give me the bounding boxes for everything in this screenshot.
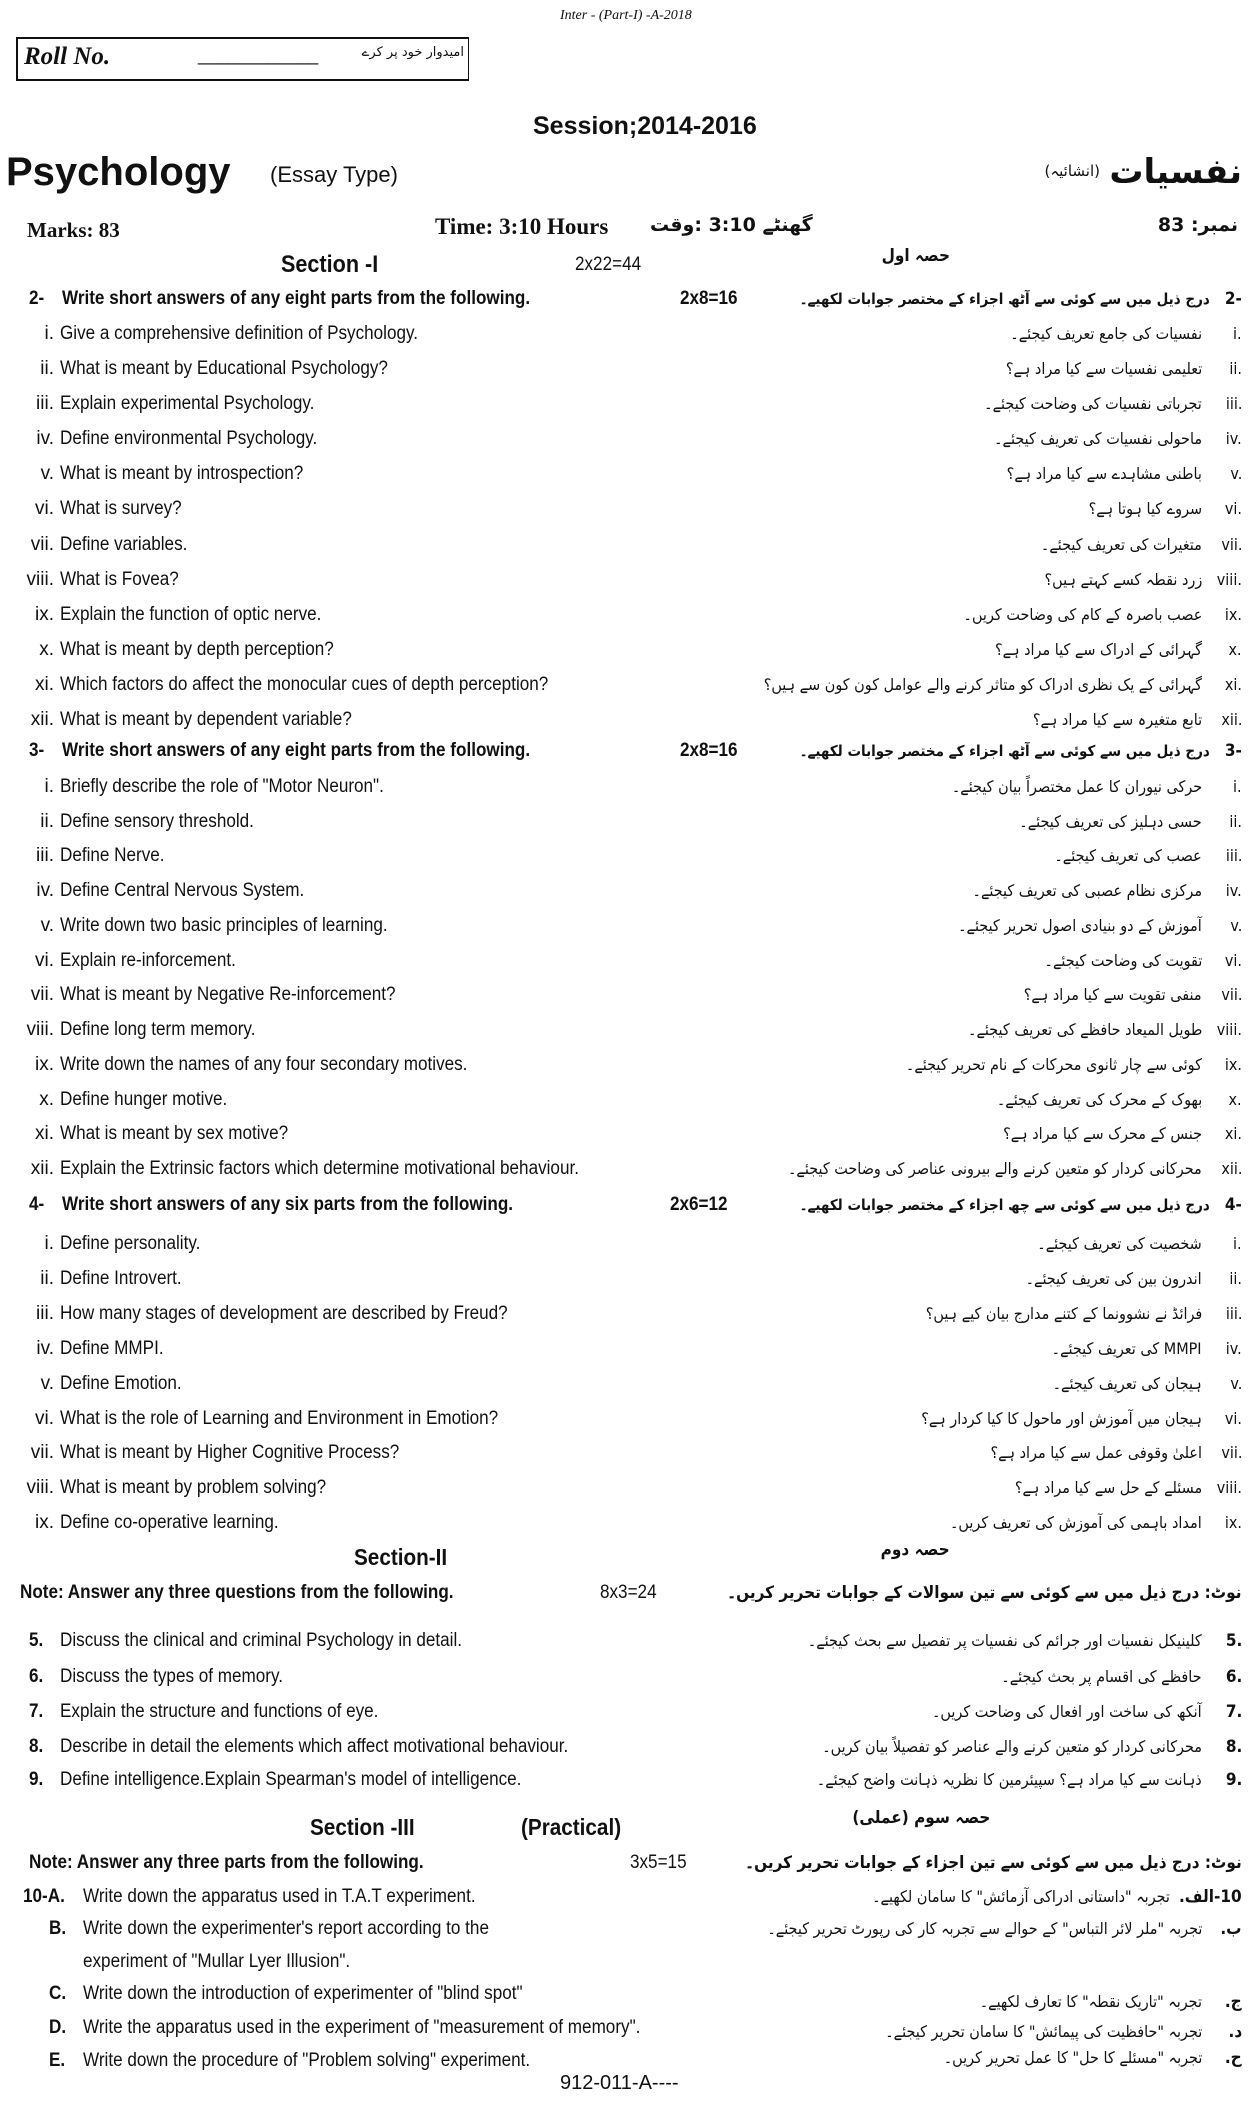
part-number: iv. — [36, 1338, 54, 1359]
part-number-urdu: vi. — [1224, 499, 1242, 518]
part-number-urdu: ب. — [1220, 1919, 1242, 1939]
part-text: Define Nerve. — [60, 845, 165, 866]
part-number-urdu: iv. — [1226, 1339, 1242, 1358]
question-number-urdu: 5. — [1225, 1631, 1242, 1651]
part-text: Define variables. — [60, 534, 188, 555]
part-number-urdu: v. — [1230, 464, 1242, 483]
part-text-urdu: اندرون بین کی تعریف کیجئے۔ — [1025, 1269, 1202, 1288]
part-text-urdu: تجربہ "داستانی ادراکی آزمائش" کا سامان لکھیے۔ — [872, 1887, 1170, 1906]
part-text-urdu: تجربہ "تاریک نقطہ" کا تعارف لکھیے۔ — [979, 1992, 1202, 2011]
section-3-note-urdu: نوٹ: درج ذیل میں سے کوئی سے تین اجزاء کے جوابات تحریر کریں۔ — [745, 1853, 1242, 1873]
part-number: iv. — [36, 428, 54, 449]
part-number-urdu: viii. — [1216, 570, 1242, 589]
part-number-urdu: ix. — [1224, 1055, 1242, 1074]
marks-urdu: نمبر: 83 — [1157, 214, 1238, 236]
part-number-urdu: xii. — [1220, 1159, 1242, 1178]
part-text: What is the role of Learning and Environment in Emotion? — [60, 1408, 499, 1429]
part-number: vii. — [30, 984, 54, 1005]
session: Session;2014-2016 — [533, 112, 757, 140]
question-text: Explain the structure and functions of eye. — [60, 1701, 379, 1722]
part-number: vii. — [30, 534, 54, 555]
part-text: Define Emotion. — [60, 1373, 182, 1394]
part-text: What is meant by introspection? — [60, 463, 304, 484]
question-number-urdu: 6. — [1225, 1667, 1242, 1687]
part-number: ix. — [35, 604, 54, 625]
question-number-urdu: -2 — [1224, 289, 1242, 309]
part-number: vii. — [30, 1442, 54, 1463]
part-text: Define co-operative learning. — [60, 1512, 279, 1533]
roll-number-box — [16, 37, 469, 81]
question-number: 9. — [29, 1769, 44, 1790]
question-instruction: Write short answers of any eight parts from the following. — [62, 740, 531, 761]
part-text: Write down the names of any four secondary motives. — [60, 1054, 468, 1075]
part-number: v. — [40, 1373, 54, 1394]
part-text: What is Fovea? — [60, 569, 179, 590]
part-text-urdu: تجربہ "ملر لائر التباس" کے حوالے سے تجربہ کار کی رپورٹ تحریر کیجئے۔ — [766, 1919, 1202, 1938]
part-number: x. — [39, 1089, 54, 1110]
part-text-urdu: ماحولی نفسیات کی تعریف کیجئے۔ — [994, 429, 1202, 448]
part-text-continued: experiment of "Mullar Lyer Illusion". — [83, 1951, 351, 1972]
question-number-urdu: 8. — [1225, 1737, 1242, 1757]
part-text-urdu: MMPI کی تعریف کیجئے۔ — [1052, 1339, 1202, 1358]
question-text: Discuss the clinical and criminal Psychology in detail. — [60, 1630, 463, 1651]
part-number: ii. — [40, 1268, 54, 1289]
part-number-urdu: x. — [1228, 640, 1242, 659]
part-text: Define hunger motive. — [60, 1089, 228, 1110]
part-number: xi. — [35, 1123, 54, 1144]
question-marks: 2x8=16 — [680, 740, 738, 761]
part-number: xi. — [35, 674, 54, 695]
part-text-urdu: اعلیٰ وقوفی عمل سے کیا مراد ہے؟ — [990, 1443, 1202, 1462]
part-text: Define long term memory. — [60, 1019, 256, 1040]
question-number: 5. — [29, 1630, 44, 1651]
question-instruction-urdu: درج ذیل میں سے کوئی سے آٹھ اجزاء کے مختصر جوابات لکھیے۔ — [799, 290, 1210, 308]
part-number-urdu: ح. — [1225, 2048, 1242, 2068]
section-1-heading: Section -I — [281, 251, 379, 278]
part-text-urdu: ہیجان کی تعریف کیجئے۔ — [1052, 1374, 1202, 1393]
question-marks: 2x8=16 — [680, 288, 738, 309]
part-text-urdu: تجرباتی نفسیات کی وضاحت کیجئے۔ — [984, 394, 1202, 413]
part-text: How many stages of development are described by Freud? — [60, 1303, 508, 1324]
part-text: Define sensory threshold. — [60, 811, 254, 832]
part-number-urdu: ii. — [1229, 1269, 1242, 1288]
part-text-urdu: گہرائی کے ادراک سے کیا مراد ہے؟ — [995, 640, 1202, 659]
question-text-urdu: حافظے کی اقسام پر بحث کیجئے۔ — [1001, 1667, 1202, 1686]
question-text: Define intelligence.Explain Spearman's model of intelligence. — [60, 1769, 522, 1790]
part-text-urdu: شخصیت کی تعریف کیجئے۔ — [1037, 1234, 1202, 1253]
part-text: What is meant by Educational Psychology? — [60, 358, 388, 379]
part-text: Give a comprehensive definition of Psychology. — [60, 323, 419, 344]
part-number: xii. — [30, 1158, 54, 1179]
question-instruction: Write short answers of any eight parts from the following. — [62, 288, 531, 309]
question-text-urdu: محرکانی کردار کو متعین کرنے والے عناصر کو تفصیلاً بیان کریں۔ — [822, 1737, 1202, 1756]
part-text-urdu: سروے کیا ہوتا ہے؟ — [1088, 499, 1202, 518]
section-3-heading-urdu: حصہ سوم (عملی) — [852, 1808, 990, 1828]
question-number-urdu: 9. — [1225, 1770, 1242, 1790]
part-number: D. — [49, 2017, 67, 2038]
part-text-urdu: تقویت کی وضاحت کیجئے۔ — [1044, 951, 1202, 970]
part-number-urdu: vii. — [1220, 535, 1242, 554]
section-3-marks: 3x5=15 — [630, 1852, 687, 1873]
part-number-urdu: vii. — [1220, 985, 1242, 1004]
section-2-note: Note: Answer any three questions from the following. — [20, 1582, 454, 1603]
footer-code: 912-011-A---- — [560, 2072, 679, 2094]
part-text: What is meant by depth perception? — [60, 639, 334, 660]
paper-code: Inter - (Part-I) -A-2018 — [560, 8, 692, 23]
part-number: vi. — [35, 950, 54, 971]
part-text: Write down the experimenter's report according to the — [83, 1918, 489, 1939]
subject-type: (Essay Type) — [270, 162, 398, 187]
part-text-urdu: بھوک کے محرک کی تعریف کیجئے۔ — [996, 1090, 1202, 1109]
part-number: i. — [44, 323, 54, 344]
question-number: 4- — [29, 1194, 45, 1215]
section-3-practical: (Practical) — [521, 1814, 622, 1840]
part-number: E. — [49, 2050, 66, 2071]
question-instruction: Write short answers of any six parts from the following. — [62, 1194, 514, 1215]
part-text-urdu: مرکزی نظام عصبی کی تعریف کیجئے۔ — [972, 881, 1202, 900]
question-instruction-urdu: درج ذیل میں سے کوئی سے چھ اجزاء کے مختصر جوابات لکھیے۔ — [799, 1196, 1210, 1214]
part-number-urdu: د. — [1228, 2022, 1242, 2042]
part-text-urdu: امداد باہمی کی آموزش کی تعریف کریں۔ — [950, 1513, 1202, 1532]
part-number: ii. — [40, 811, 54, 832]
part-number: xii. — [30, 709, 54, 730]
part-number-urdu: x. — [1228, 1090, 1242, 1109]
part-text: Write down the apparatus used in T.A.T experiment. — [83, 1886, 476, 1907]
part-number-urdu: ii. — [1229, 812, 1242, 831]
section-3-note: Note: Answer any three parts from the following. — [29, 1852, 424, 1873]
part-text-urdu: حسی دہلیز کی تعریف کیجئے۔ — [1019, 812, 1202, 831]
time-urdu: گھنٹے 3:10 :وقت — [650, 214, 813, 236]
part-text-urdu: تعلیمی نفسیات سے کیا مراد ہے؟ — [1005, 359, 1202, 378]
part-number-urdu: iii. — [1225, 1304, 1242, 1323]
part-text: Write the apparatus used in the experiment of "measurement of memory". — [83, 2017, 641, 2038]
part-text: Briefly describe the role of "Motor Neuron". — [60, 776, 384, 797]
part-number-urdu: ج. — [1225, 1992, 1242, 2012]
part-number: iii. — [36, 393, 54, 414]
part-text-urdu: زرد نقطہ کسے کہتے ہیں؟ — [1044, 570, 1202, 589]
part-number-urdu: i. — [1233, 777, 1242, 796]
part-number: ii. — [40, 358, 54, 379]
part-number: C. — [49, 1983, 67, 2004]
part-number: v. — [40, 463, 54, 484]
section-1-marks: 2x22=44 — [575, 254, 642, 275]
part-text: Define environmental Psychology. — [60, 428, 318, 449]
part-text-urdu: محرکانی کردار کو متعین کرنے والے بیرونی عناصر کی وضاحت کیجئے۔ — [788, 1159, 1202, 1178]
part-text: What is meant by problem solving? — [60, 1477, 327, 1498]
part-number: iii. — [36, 845, 54, 866]
section-2-marks: 8x3=24 — [600, 1582, 657, 1603]
question-instruction-urdu: درج ذیل میں سے کوئی سے آٹھ اجزاء کے مختصر جوابات لکھیے۔ — [799, 742, 1210, 760]
part-text: Write down two basic principles of learning. — [60, 915, 388, 936]
question-number: 7. — [29, 1701, 44, 1722]
part-number: ix. — [35, 1054, 54, 1075]
part-text: Define personality. — [60, 1233, 201, 1254]
part-number: i. — [44, 1233, 54, 1254]
part-text: What is meant by Higher Cognitive Process? — [60, 1442, 400, 1463]
part-number-urdu: v. — [1230, 1374, 1242, 1393]
part-text-urdu: فرائڈ نے نشوونما کے کتنے مدارج بیان کیے ہیں؟ — [925, 1304, 1202, 1323]
question-number-urdu: -4 — [1224, 1195, 1242, 1215]
part-number-urdu: ix. — [1224, 605, 1242, 624]
part-text: Define Introvert. — [60, 1268, 182, 1289]
part-text-urdu: عصب کی تعریف کیجئے۔ — [1054, 846, 1202, 865]
section-2-note-urdu: نوٹ: درج ذیل میں سے کوئی سے تین سوالات کے جوابات تحریر کریں۔ — [727, 1583, 1242, 1603]
part-text: Which factors do affect the monocular cues of depth perception? — [60, 674, 549, 695]
part-number-urdu: vii. — [1220, 1443, 1242, 1462]
part-number-urdu: ix. — [1224, 1513, 1242, 1532]
part-number-urdu: 10-الف. — [1179, 1887, 1242, 1907]
part-text-urdu: تجربہ "مسئلے کا حل" کا عمل تحریر کریں۔ — [943, 2048, 1202, 2067]
part-number: viii. — [26, 569, 54, 590]
part-text: Explain experimental Psychology. — [60, 393, 315, 414]
part-number-urdu: viii. — [1216, 1020, 1242, 1039]
part-text: Explain re-inforcement. — [60, 950, 236, 971]
part-number: viii. — [26, 1019, 54, 1040]
part-text: Define MMPI. — [60, 1338, 164, 1359]
subject-title: Psychology — [6, 150, 231, 194]
part-number: 10-A. — [23, 1886, 65, 1907]
part-text-urdu: منفی تقویت سے کیا مراد ہے؟ — [1024, 985, 1202, 1004]
part-text-urdu: تابع متغیرہ سے کیا مراد ہے؟ — [1032, 710, 1202, 729]
part-number-urdu: vi. — [1224, 1409, 1242, 1428]
part-text: What is survey? — [60, 498, 182, 519]
part-number-urdu: iii. — [1225, 846, 1242, 865]
part-number-urdu: v. — [1230, 916, 1242, 935]
part-text: What is meant by dependent variable? — [60, 709, 352, 730]
part-text-urdu: ہیجان میں آموزش اور ماحول کا کیا کردار ہے؟ — [921, 1409, 1202, 1428]
part-number-urdu: vi. — [1224, 951, 1242, 970]
part-text: What is meant by sex motive? — [60, 1123, 289, 1144]
part-number: x. — [39, 639, 54, 660]
part-number-urdu: i. — [1233, 324, 1242, 343]
part-text: What is meant by Negative Re-inforcement? — [60, 984, 396, 1005]
subject-type-urdu: (انشائیہ) — [1044, 162, 1100, 180]
part-text: Explain the Extrinsic factors which determine motivational behaviour. — [60, 1158, 579, 1179]
part-text-urdu: گہرائی کے یک نظری ادراک کو متاثر کرنے والے عوامل کون کون سے ہیں؟ — [763, 675, 1202, 694]
part-number: v. — [40, 915, 54, 936]
part-number: vi. — [35, 1408, 54, 1429]
section-2-heading: Section-II — [354, 1544, 448, 1570]
part-number-urdu: iv. — [1226, 881, 1242, 900]
section-2-heading-urdu: حصہ دوم — [881, 1540, 950, 1560]
question-number-urdu: -3 — [1224, 741, 1242, 761]
question-text: Discuss the types of memory. — [60, 1666, 284, 1687]
question-marks: 2x6=12 — [670, 1194, 728, 1215]
part-text: Explain the function of optic nerve. — [60, 604, 322, 625]
section-3-heading: Section -III — [310, 1814, 415, 1840]
part-text-urdu: کوئی سے چار ثانوی محرکات کے نام تحریر کیجئے۔ — [905, 1055, 1202, 1074]
part-text: Write down the procedure of "Problem solving" experiment. — [83, 2050, 531, 2071]
question-number: 3- — [29, 740, 45, 761]
part-text-urdu: آموزش کے دو بنیادی اصول تحریر کیجئے۔ — [958, 916, 1202, 935]
marks: Marks: 83 — [27, 218, 120, 242]
part-number: i. — [44, 776, 54, 797]
part-number-urdu: xi. — [1224, 675, 1242, 694]
part-number-urdu: ii. — [1229, 359, 1242, 378]
part-number: ix. — [35, 1512, 54, 1533]
question-number-urdu: 7. — [1225, 1702, 1242, 1722]
part-text-urdu: مسئلے کے حل سے کیا مراد ہے؟ — [1014, 1478, 1202, 1497]
part-text-urdu: تجربہ "حافظیت کی پیمائش" کا سامان تحریر کیجئے۔ — [884, 2022, 1202, 2041]
part-number: viii. — [26, 1477, 54, 1498]
part-number-urdu: xi. — [1224, 1124, 1242, 1143]
roll-label: Roll No. — [24, 43, 111, 70]
question-text-urdu: آنکھ کی ساخت اور افعال کی وضاحت کریں۔ — [932, 1702, 1202, 1721]
part-number: iii. — [36, 1303, 54, 1324]
part-text-urdu: جنس کے محرک سے کیا مراد ہے؟ — [1003, 1124, 1202, 1143]
part-number: B. — [49, 1918, 67, 1939]
roll-blank[interactable]: ____________ — [198, 45, 319, 65]
question-text-urdu: ذہانت سے کیا مراد ہے؟ سپیئرمین کا نظریہ ذہانت واضح کیجئے۔ — [817, 1770, 1202, 1789]
part-number: vi. — [35, 498, 54, 519]
roll-urdu-note: امیدوار خود پر کرے — [361, 45, 464, 60]
part-number-urdu: i. — [1233, 1234, 1242, 1253]
part-text-urdu: باطنی مشاہدے سے کیا مراد ہے؟ — [1006, 464, 1202, 483]
part-text-urdu: نفسیات کی جامع تعریف کیجئے۔ — [1010, 324, 1202, 343]
time: Time: 3:10 Hours — [435, 214, 609, 239]
question-number: 8. — [29, 1736, 44, 1757]
part-number-urdu: viii. — [1216, 1478, 1242, 1497]
part-text-urdu: عصب باصرہ کے کام کی وضاحت کریں۔ — [963, 605, 1202, 624]
question-number: 2- — [29, 288, 45, 309]
section-1-heading-urdu: حصہ اول — [881, 246, 950, 266]
part-text: Write down the introduction of experimenter of "blind spot" — [83, 1983, 523, 2004]
part-text-urdu: طویل المیعاد حافظے کی تعریف کیجئے۔ — [967, 1020, 1202, 1039]
part-text-urdu: متغیرات کی تعریف کیجئے۔ — [1041, 535, 1202, 554]
part-number: iv. — [36, 880, 54, 901]
part-number-urdu: iii. — [1225, 394, 1242, 413]
part-text: Define Central Nervous System. — [60, 880, 305, 901]
part-text-urdu: حرکی نیوران کا عمل مختصراً بیان کیجئے۔ — [951, 777, 1202, 796]
part-number-urdu: xii. — [1220, 710, 1242, 729]
subject-title-urdu: نفسیات — [1109, 152, 1242, 192]
part-number-urdu: iv. — [1226, 429, 1242, 448]
question-text: Describe in detail the elements which affect motivational behaviour. — [60, 1736, 569, 1757]
question-number: 6. — [29, 1666, 44, 1687]
question-text-urdu: کلینیکل نفسیات اور جرائم کی نفسیات پر تفصیل سے بحث کیجئے۔ — [807, 1631, 1202, 1650]
